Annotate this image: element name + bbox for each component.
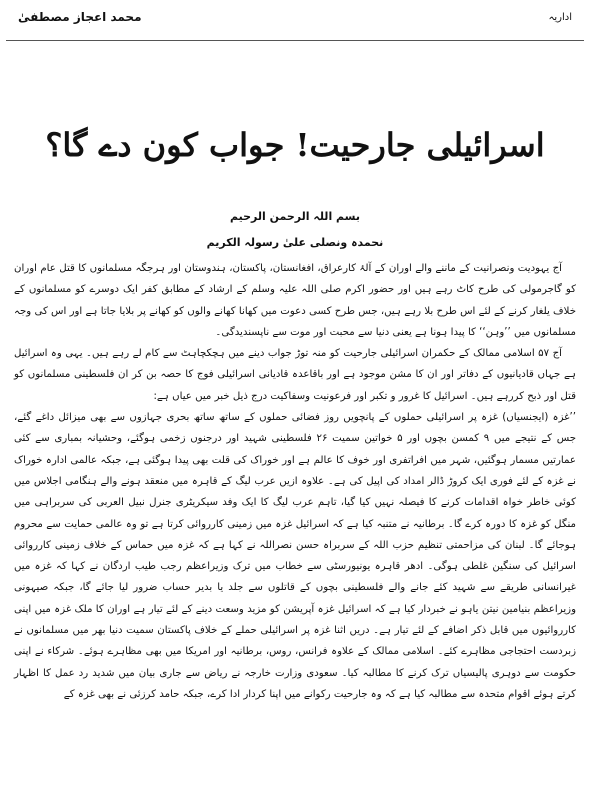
header-divider — [6, 40, 584, 41]
page-title: اسرائیلی جارحیت! جواب کون دے گا؟ — [45, 126, 545, 164]
author-name: محمد اعجاز مصطفیٰ — [18, 10, 142, 24]
bismillah-line: بسم اللہ الرحمن الرحیم — [229, 210, 360, 223]
paragraph-intro: آج یہودیت ونصرانیت کے ماننے والے اوران کے آلۂ کارعراق، افغانستان، پاکستان، ہندوستان اور ہرجگہ مسلمانوں کا قتل عام اوران کو گاجرمولی کی طرح کاٹ رہے ہیں اور حضور اکرم صلی اللہ علیہ وسلم کے ارشاد کے مطابق کفر ایک دوسرے کو مسلمانوں کے خلاف یلغار کرنے کے لئے اس طرح بلا رہے ہیں، جس طرح کسی دعوت میں کھانا کھانے والوں کو کھانے پر بلایا جاتا ہے اور اس کی وجہ مسلمانوں میں ’’وہن‘‘ کا پیدا ہونا ہے یعنی دنیا سے محبت اور موت سے ناپسندیدگی۔ — [14, 263, 576, 338]
article-body — [14, 258, 576, 705]
section-label: اداریہ — [548, 12, 572, 23]
salutation-line: نحمدہ ونصلی علیٰ رسولہ الکریم — [206, 236, 384, 249]
paragraph-rulers: آج ۵۷ اسلامی ممالک کے حکمران اسرائیلی جارحیت کو منہ توڑ جواب دینے میں ہچکچاہٹ سے کام لے رہے ہیں۔ یہی وہ اسرائیل ہے جہاں قادیانیوں کے دفاتر اور ان کا مشن موجود ہے اور باقاعدہ قادیانی اسرائیلی فوج کا حصہ بن کر ان فلسطینی مسلمانوں کو قتل اور ذبح کررہے ہیں۔ اسرائیل کا غرور و تکبر اور فرعونیت وسفاکیت درج ذیل خبر میں عیاں ہے: — [14, 348, 576, 402]
news-quote: ’’غزہ (ایجنسیاں) غزہ پر اسرائیلی حملوں کے پانچویں روز فضائی حملوں کے ساتھ ساتھ بحری جہازوں سے بھی میزائل داغے گئے، جس کے نتیجے میں ۹ کمسن بچوں اور ۵ خواتین سمیت ۲۶ فلسطینی شہید اور درجنوں زخمی ہوگئے، وحشیانہ بمباری سے کئی عمارتیں مسمار ہوگئیں، شہر میں افراتفری اور خوف کا عالم ہے اور خوراک کی قلت بھی پیدا ہوگئی ہے، جبکہ عالمی ادارہ خوراک نے غزہ کے لئے فوری ایک کروڑ ڈالر امداد کی اپیل کی ہے۔ علاوہ ازیں عرب لیگ کے قاہرہ میں منعقد ہونے والے ہنگامی اجلاس میں کوئی خاطر خواہ اقدامات کرنے کا فیصلہ نہیں کیا گیا، تاہم عرب لیگ کا ایک وفد سیکریٹری جنرل نبیل العربی کی سربراہی میں منگل کو غزہ کا دورہ کرے گا۔ برطانیہ نے متنبہ کیا ہے کہ اسرائیل غزہ میں زمینی کارروائی کرتا ہے تو وہ عالمی حمایت سے محروم ہوجائے گا۔ لبنان کی مزاحمتی تنظیم حزب اللہ کے سربراہ حسن نصراللہ نے کہا ہے کہ غزہ میں حماس کے خلاف زمینی کارروائی اسرائیل کی سنگین غلطی ہوگی۔ ادھر قاہرہ یونیورسٹی سے خطاب میں ترک وزیراعظم رجب طیب اردگان نے کہا کہ غزہ میں غیرانسانی طریقے سے شہید کئے جانے والے فلسطینی بچوں کے قاتلوں سے جلد یا بدیر حساب ضرور لیا جائے گا، جبکہ صیہونی وزیراعظم بنیامین نیتن یاہو نے خبردار کیا ہے کہ اسرائیل غزہ آپریشن کو مزید وسعت دینے کے لئے تیار ہے اوران کا ملک غزہ میں اپنی کارروائیوں میں قابل ذکر اضافے کے لئے تیار ہے۔ دریں اثنا غزہ پر اسرائیلی حملے کے خلاف پاکستان سمیت دنیا بھر میں مسلمانوں نے زبردست احتجاجی مظاہرے کئے۔ اسلامی ممالک کے علاوہ فرانس، روس، برطانیہ اور امریکا میں بھی مظاہرے ہوئے۔ شرکاء نے اپنی حکومت سے دوہری پالیسیاں ترک کرنے کا مطالبہ کیا۔ سعودی وزارت خارجہ نے ریاض سے جاری بیان میں شدید رد عمل کا اظہار کرتے ہوئے اقوام متحدہ سے مطالبہ کیا ہے کہ وہ جارحیت رکوانے میں اپنا کردار ادا کرے، جبکہ حامد کرزئی نے بھی غزہ کے — [14, 412, 576, 700]
